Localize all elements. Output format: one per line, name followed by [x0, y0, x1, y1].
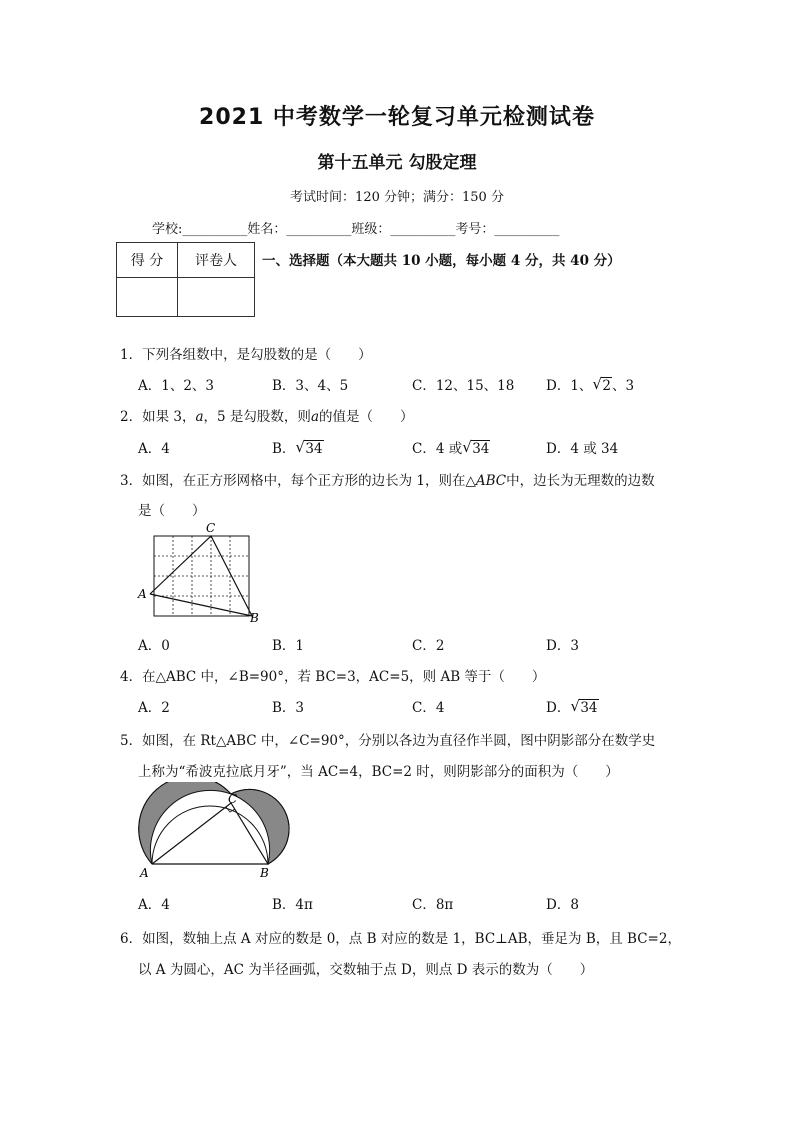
q2-option-c — [412, 437, 490, 457]
q2-var: a — [310, 409, 319, 425]
q2-option-d: D．4 或 34 — [546, 441, 619, 457]
q3-stem-part: 3．如图，在正方形网格中，每个正方形的边长为 1，则在△ — [120, 473, 476, 489]
q2-option-b — [272, 437, 324, 457]
question-6-stem-line2: 以 A 为圆心，AC 为半径画弧，交数轴于点 D，则点 D 表示的数为（ ） — [138, 962, 594, 978]
sqrt-symbol: √ 34 — [295, 438, 323, 457]
q1-option-a: A．1、2、3 — [138, 378, 215, 394]
q3-option-c: C．2 — [412, 638, 445, 654]
q2-option-b-prefix: B． — [272, 441, 296, 457]
exam-title: 2021 中考数学一轮复习单元检测试卷 — [199, 105, 595, 130]
q5-option-a: A．4 — [138, 897, 170, 913]
q4-option-d — [546, 696, 599, 716]
q3-grid-figure — [134, 520, 264, 628]
q5-label-c: C — [228, 792, 238, 806]
student-info-fields: 学校:__________姓名：__________班级：__________考号：__________ — [152, 222, 560, 237]
q5-label-b: B — [260, 866, 269, 880]
q3-option-a: A．0 — [138, 638, 170, 654]
q1-option-c: C．12、15、18 — [412, 378, 515, 394]
exam-info: 考试时间：120 分钟；满分：150 分 — [290, 190, 504, 205]
question-2-stem — [120, 405, 414, 425]
q2-stem-part: ，5 是勾股数，则 — [203, 409, 311, 425]
score-header: 得 分 — [117, 243, 178, 278]
q1-option-d — [546, 374, 634, 394]
q4-option-b: B．3 — [272, 700, 305, 716]
q5-lune-figure — [134, 782, 294, 882]
grader-cell[interactable] — [178, 278, 255, 317]
sqrt-symbol: √ 34 — [462, 438, 490, 457]
q5-option-d: D．8 — [546, 897, 579, 913]
score-table — [116, 242, 255, 317]
q1-option-d-suffix: 、3 — [612, 378, 635, 394]
q2-option-b-radicand: 34 — [305, 441, 323, 457]
q2-option-c-radicand: 34 — [472, 441, 490, 457]
q1-option-b: B．3、4、5 — [272, 378, 349, 394]
q5-option-b: B．4π — [272, 897, 313, 913]
q2-stem-part: 2．如果 3， — [120, 409, 196, 425]
unit-subtitle: 第十五单元 勾股定理 — [317, 153, 477, 173]
q3-label-a: A — [138, 587, 147, 601]
q4-option-d-radicand: 34 — [580, 700, 598, 716]
question-1-stem: 1．下列各组数中，是勾股数的是（ ） — [120, 347, 372, 363]
question-3-stem — [120, 469, 655, 489]
q2-stem-part: 的值是（ ） — [319, 409, 414, 425]
q4-option-d-prefix: D． — [546, 700, 571, 716]
q4-option-a: A．2 — [138, 700, 170, 716]
q3-option-b: B．1 — [272, 638, 305, 654]
q1-option-d-radicand: 2 — [602, 378, 612, 394]
q4-option-c: C．4 — [412, 700, 445, 716]
q1-option-d-prefix: D．1、 — [546, 378, 593, 394]
q3-option-d: D．3 — [546, 638, 579, 654]
question-6-stem: 6．如图，数轴上点 A 对应的数是 0，点 B 对应的数是 1，BC⊥AB，垂足为 B，且 BC=2， — [120, 931, 681, 947]
sqrt-symbol: √ 2 — [592, 375, 612, 394]
question-3-stem-line2: 是（ ） — [138, 503, 206, 519]
sqrt-symbol: √ 34 — [570, 697, 598, 716]
section-heading: 一、选择题（本大题共 10 小题，每小题 4 分，共 40 分） — [262, 253, 621, 269]
grader-header: 评卷人 — [178, 243, 255, 278]
q5-label-a: A — [140, 866, 149, 880]
q3-label-c: C — [206, 521, 216, 535]
q3-label-b: B — [250, 611, 259, 625]
q3-stem-part: 中，边长为无理数的边数 — [506, 473, 655, 489]
q2-option-c-prefix: C．4 或 — [412, 441, 463, 457]
q5-option-c: C．8π — [412, 897, 454, 913]
q2-var: a — [195, 409, 204, 425]
question-5-stem: 5．如图，在 Rt△ABC 中，∠C=90°，分别以各边为直径作半圆，图中阴影部分在数学史 — [120, 733, 656, 749]
q2-option-a: A．4 — [138, 441, 170, 457]
score-cell[interactable] — [117, 278, 178, 317]
q3-var: ABC — [475, 473, 507, 489]
question-5-stem-line2: 上称为“希波克拉底月牙”，当 AC=4，BC=2 时，则阴影部分的面积为（ ） — [138, 764, 619, 780]
question-4-stem: 4．在△ABC 中，∠B=90°，若 BC=3，AC=5，则 AB 等于（ ） — [120, 669, 546, 685]
